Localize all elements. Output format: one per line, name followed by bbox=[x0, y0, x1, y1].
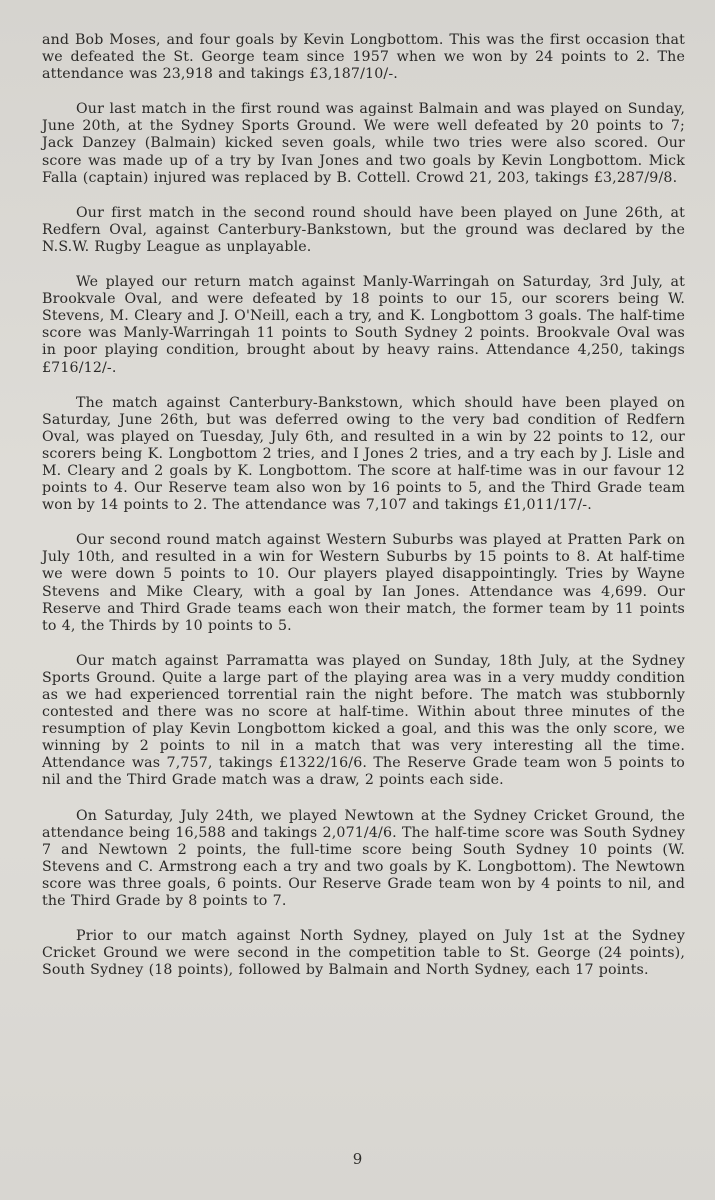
paragraph-parramatta-match: Our match against Parramatta was played on Sunday, 18th July, at the Sydney Sports Ground. Quite a large part of the playing area was in a very muddy condition as we had experienced torrential rain the night before. The match was stubbornly contested and there was no score at half-time. Within about three minutes of the resumption of play Kevin Longbottom kicked a goal, and this was the only score, we winning by 2 points to nil in a match that was very interesting all the time. Attendance was 7,757, takings £1322/16/6. The Reserve Grade team won 5 points to nil and the Third Grade match was a draw, 2 points each side. bbox=[42, 652, 685, 789]
paragraph-second-round-first-match: Our first match in the second round should have been played on June 26th, at Redfern Oval, against Canterbury-Bankstown, but the ground was declared by the N.S.W. Rugby League as unplayable. bbox=[42, 204, 685, 255]
paragraph-newtown-match: On Saturday, July 24th, we played Newtown at the Sydney Cricket Ground, the attendance being 16,588 and takings 2,071/4/6. The half-time score was South Sydney 7 and Newtown 2 points, the full-time score being South Sydney 10 points (W. Stevens and C. Armstrong each a try and two goals by K. Longbottom). The Newtown score was three goals, 6 points. Our Reserve Grade team won by 4 points to nil, and the Third Grade by 8 points to 7. bbox=[42, 807, 685, 910]
paragraph-continuation: and Bob Moses, and four goals by Kevin Longbottom. This was the first occasion that we defeated the St. George team since 1957 when we won by 24 points to 2. The attendance was 23,918 and takings £3,187/10/-. bbox=[42, 32, 685, 83]
paragraph-north-sydney-match: Prior to our match against North Sydney, played on July 1st at the Sydney Cricket Ground we were second in the competition table to St. George (24 points), South Sydney (18 points), followed by Balmain and North Sydney, each 17 points. bbox=[42, 928, 685, 979]
paragraph-balmain-match: Our last match in the first round was against Balmain and was played on Sunday, June 20th, at the Sydney Sports Ground. We were well defeated by 20 points to 7; Jack Danzey (Balmain) kicked seven goals, while two tries were also scored. Our score was made up of a try by Ivan Jones and two goals by Kevin Longbottom. Mick Falla (captain) injured was replaced by B. Cottell. Crowd 21, 203, takings £3,287/9/8. bbox=[42, 101, 685, 186]
paragraph-western-suburbs-match: Our second round match against Western Suburbs was played at Pratten Park on July 10th, and resulted in a win for Western Suburbs by 15 points to 8. At half-time we were down 5 points to 10. Our players played disappointingly. Tries by Wayne Stevens and Mike Cleary, with a goal by Ian Jones. Attendance was 4,699. Our Reserve and Third Grade teams each won their match, the former team by 11 points to 4, the Thirds by 10 points to 5. bbox=[42, 532, 685, 634]
paragraph-manly-warringah-match: We played our return match against Manly-Warringah on Saturday, 3rd July, at Brookvale Oval, and were defeated by 18 points to our 15, our scorers being W. Stevens, M. Cleary and J. O'Neill, each a try, and K. Longbottom 3 goals. The half-time score was Manly-Warringah 11 points to South Sydney 2 points. Brookvale Oval was in poor playing condition, brought about by heavy rains. Attendance 4,250, takings £716/12/-. bbox=[42, 274, 685, 376]
paragraph-canterbury-bankstown-match: The match against Canterbury-Bankstown, which should have been played on Saturday, June 26th, but was deferred owing to the very bad condition of Redfern Oval, was played on Tuesday, July 6th, and resulted in a win by 22 points to 12, our scorers being K. Longbottom 2 tries, and I Jones 2 tries, and a try each by J. Lisle and M. Cleary and 2 goals by K. Longbottom. The score at half-time was in our favour 12 points to 4. Our Reserve team also won by 16 points to 5, and the Third Grade team won by 14 points to 2. The attendance was 7,107 and takings £1,011/17/-. bbox=[42, 394, 685, 514]
page-number: 9 bbox=[352, 1150, 363, 1168]
